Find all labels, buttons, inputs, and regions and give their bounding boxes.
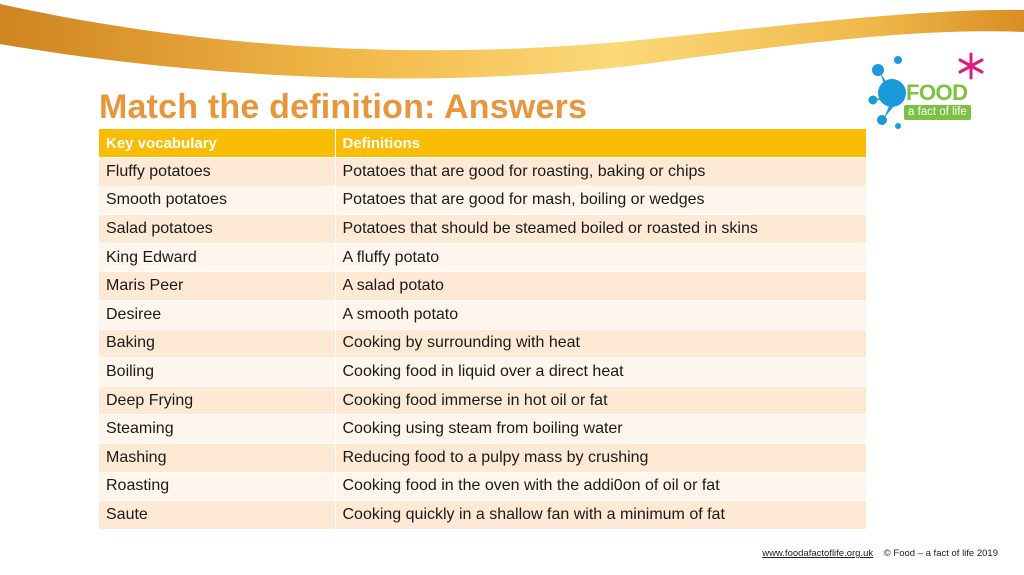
term-cell: Maris Peer [99,272,335,301]
slide-footer [762,548,998,559]
definition-cell: Cooking food in the oven with the addi0on of oil or fat [335,472,866,501]
table-row [99,186,866,215]
table-row [99,329,866,358]
copyright-text: © Food – a fact of life 2019 [883,548,998,559]
table-row [99,300,866,329]
table-row [99,243,866,272]
table-row [99,443,866,472]
definition-cell: Cooking by surrounding with heat [335,329,866,358]
slide-title: Match the definition: Answers [99,88,588,126]
definition-cell: Cooking quickly in a shallow fan with a minimum of fat [335,501,866,530]
term-cell: Smooth potatoes [99,186,335,215]
term-cell: Deep Frying [99,386,335,415]
table-row [99,472,866,501]
definition-cell: Cooking using steam from boiling water [335,415,866,444]
table-row [99,358,866,387]
term-cell: Mashing [99,443,335,472]
table-row [99,501,866,530]
term-cell: King Edward [99,243,335,272]
term-cell: Fluffy potatoes [99,158,335,187]
definition-cell: Cooking food in liquid over a direct heat [335,358,866,387]
logo-tagline: a fact of life [904,105,971,120]
header-key-vocabulary: Key vocabulary [99,129,335,158]
definition-cell: Reducing food to a pulpy mass by crushing [335,443,866,472]
term-cell: Boiling [99,358,335,387]
term-cell: Desiree [99,300,335,329]
asterisk-icon [960,54,982,78]
definition-cell: A smooth potato [335,300,866,329]
table-row [99,386,866,415]
definition-cell: A fluffy potato [335,243,866,272]
table-row [99,272,866,301]
term-cell: Steaming [99,415,335,444]
header-definitions: Definitions [335,129,866,158]
term-cell: Roasting [99,472,335,501]
definition-cell: A salad potato [335,272,866,301]
vocabulary-table [99,129,867,530]
table-header-row [99,129,866,158]
term-cell: Salad potatoes [99,215,335,244]
term-cell: Baking [99,329,335,358]
website-link[interactable]: www.foodafactoflife.org.uk [762,548,874,559]
table-row [99,158,866,187]
table-row [99,215,866,244]
definition-cell: Cooking food immerse in hot oil or fat [335,386,866,415]
definition-cell: Potatoes that are good for roasting, baking or chips [335,158,866,187]
logo-word: FOOD [906,80,968,105]
term-cell: Saute [99,501,335,530]
definition-cell: Potatoes that should be steamed boiled or roasted in skins [335,215,866,244]
table-row [99,415,866,444]
food-a-fact-of-life-logo [868,48,993,140]
definition-cell: Potatoes that are good for mash, boiling or wedges [335,186,866,215]
